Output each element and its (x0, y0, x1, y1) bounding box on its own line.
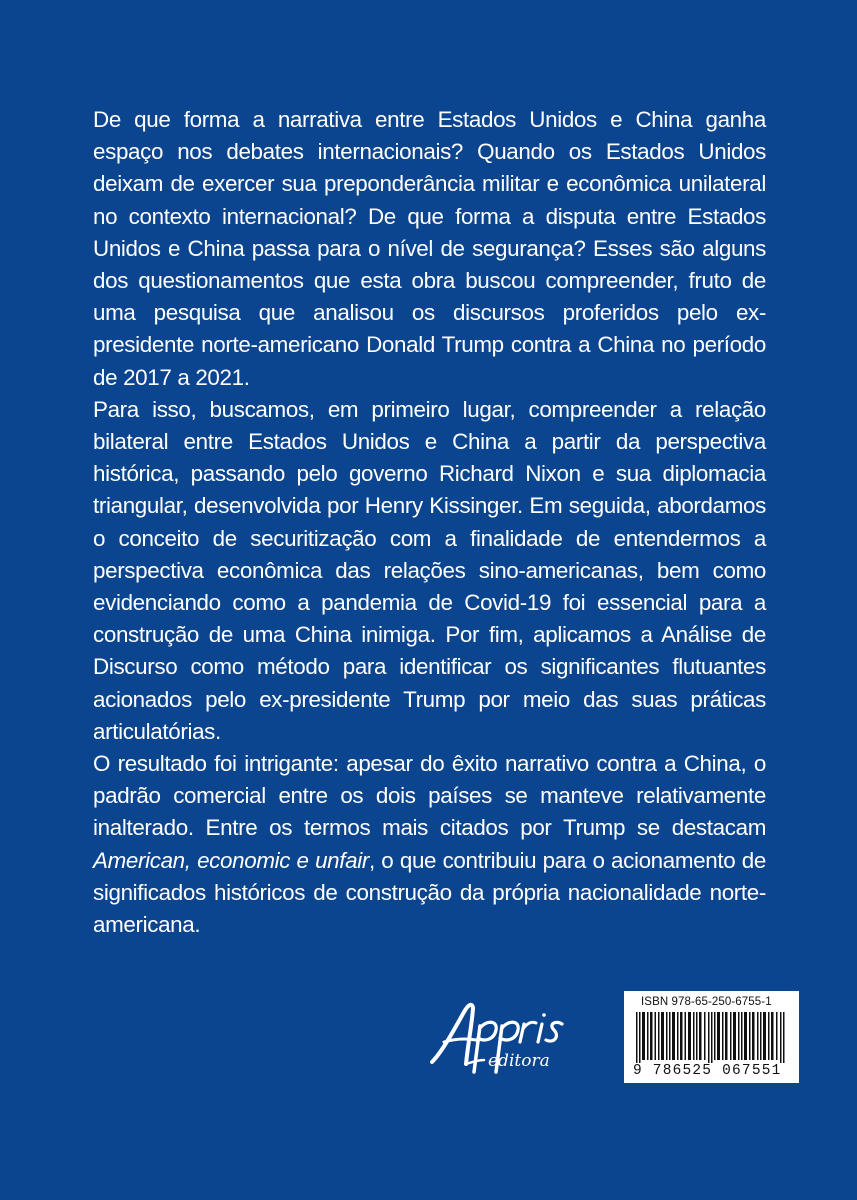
barcode-digits: 9 786525 067551 (633, 1063, 793, 1079)
back-cover-synopsis (93, 104, 766, 941)
isbn-number: ISBN 978-65-250-6755-1 (641, 996, 772, 1008)
appris-editora-logo (428, 996, 593, 1076)
barcode-icon (636, 1012, 786, 1066)
synopsis-paragraph-2: Para isso, buscamos, em primeiro lugar, compreender a relação bilateral entre Estados Unidos e China a partir da perspectiva histórica, passando pelo governo Richard Nixon e sua diplomacia triangular, desenvolvida por Henry Kissinger. Em seguida, abordamos o conceito de securitização com a finalidade de entendermos a perspectiva econômica das relações sino-americanas, bem como evidenciando como a pandemia de Covid-19 foi essencial para a construção de uma China inimiga. Por fim, aplicamos a Análise de Discurso como método para identificar os significantes flutuantes acionados pelo ex-presidente Trump por meio das suas práticas articulatórias. (93, 396, 766, 744)
paragraph-3-tail: , o que contribuiu para o acionamento de significados históricos de construção da própria nacionalidade norte-americana. (93, 847, 767, 938)
publisher-subtitle: editora (488, 1051, 550, 1071)
isbn-barcode-label (624, 991, 799, 1083)
synopsis-paragraph-1: De que forma a narrativa entre Estados Unidos e China ganha espaço nos debates internacionais? Quando os Estados Unidos deixam de exercer sua preponderância militar e econômica unilateral no contexto internacional? De que forma a disputa entre Estados Unidos e China passa para o nível de segurança? Esses são alguns dos questionamentos que esta obra buscou compreender, fruto de uma pesquisa que analisou os discursos proferidos pelo ex-presidente norte-americano Donald Trump contra a China no período de 2017 a 2021. (93, 107, 766, 390)
publisher-logo-icon (428, 996, 593, 1076)
highlighted-terms: American, economic e unfair (93, 847, 369, 873)
paragraph-3-lead: O resultado foi intrigante: apesar do êxito narrativo contra a China, o padrão comercial entre os dois países se manteve relativamente inalterado. Entre os termos mais citados por Trump se destacam (93, 751, 766, 841)
synopsis-paragraph-3 (93, 748, 766, 941)
